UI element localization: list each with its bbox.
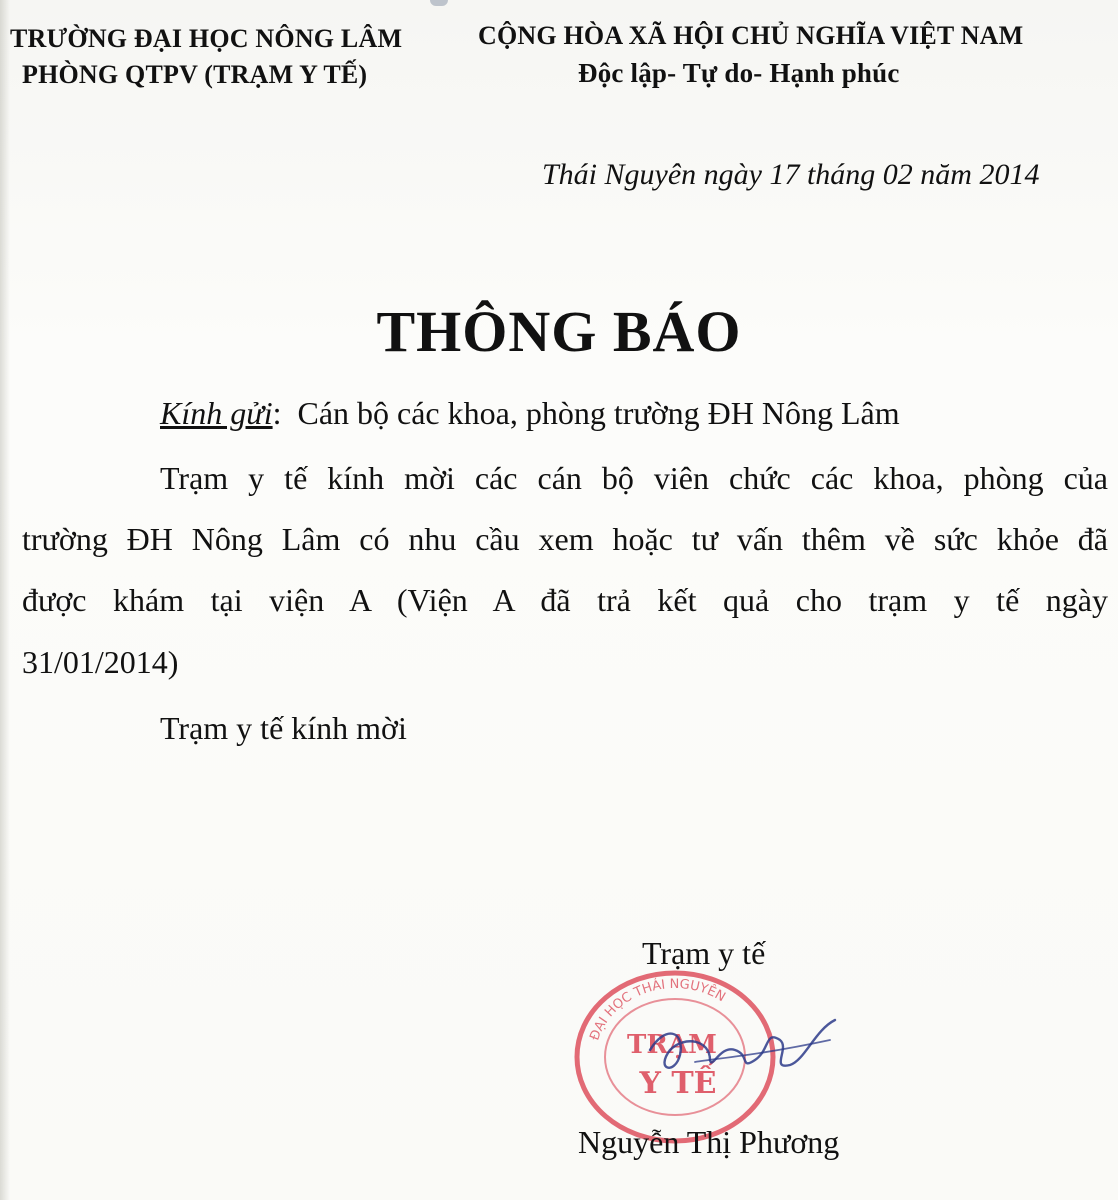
- signature-mark: [640, 1010, 840, 1090]
- stamp-ring-text: ĐẠI HỌC THÁI NGUYÊN: [587, 976, 728, 1043]
- page-title: THÔNG BÁO: [376, 299, 742, 364]
- signatory-name: Nguyễn Thị Phương: [578, 1124, 840, 1160]
- header-department: PHÒNG QTPV (TRẠM Y TẾ): [22, 60, 368, 89]
- addressee-text: Cán bộ các khoa, phòng trường ĐH Nông Lâm: [281, 395, 900, 431]
- body-line-1: Trạm y tế kính mời các cán bộ viên chức các khoa, phòng của: [160, 460, 1108, 496]
- header-motto: Độc lập- Tự do- Hạnh phúc: [578, 58, 900, 88]
- body-line-4: 31/01/2014): [22, 644, 179, 680]
- closing-line: Trạm y tế kính mời: [160, 710, 407, 746]
- addressee-separator: :: [272, 395, 282, 431]
- body-line-3: được khám tại viện A (Viện A đã trả kết quả cho trạm y tế ngày: [22, 582, 1108, 618]
- scan-shadow: [0, 0, 10, 1200]
- header-institution: TRƯỜNG ĐẠI HỌC NÔNG LÂM: [10, 24, 403, 53]
- stamp-center-line-2: Y TẾ: [639, 1066, 717, 1101]
- date-line: Thái Nguyên ngày 17 tháng 02 năm 2014: [542, 158, 1040, 191]
- addressee-line: [160, 395, 900, 432]
- signature-title: Trạm y tế: [642, 935, 766, 971]
- scan-mark: [430, 0, 448, 6]
- body-line-2: trường ĐH Nông Lâm có nhu cầu xem hoặc tư vấn thêm về sức khỏe đã: [22, 521, 1108, 557]
- addressee-label: Kính gửi: [160, 395, 273, 431]
- header-country: CỘNG HÒA XÃ HỘI CHỦ NGHĨA VIỆT NAM: [478, 21, 1024, 50]
- stamp-center-line-1: TRẠM: [627, 1030, 717, 1060]
